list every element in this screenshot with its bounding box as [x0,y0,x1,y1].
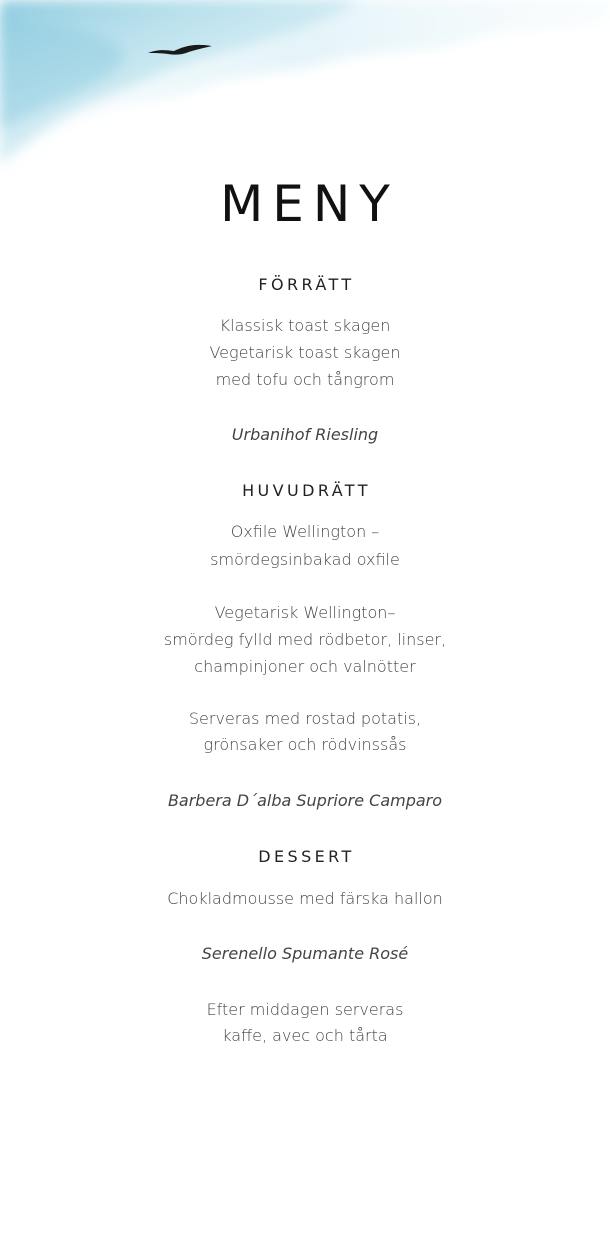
bird-icon [146,40,214,60]
after-dinner-line: kaffe, avec och tårta [222,1026,388,1045]
dessert-line: Chokladmousse med färska hallon [167,889,443,908]
dessert-heading: DESSERT [258,847,355,866]
main-dish-line: smördegsinbakad oxfile [210,550,400,569]
menu-title: MENY [220,175,399,233]
main-sides-line: Serveras med rostad potatis, [188,709,422,728]
main-dish-line: Vegetarisk Wellington– [214,603,396,622]
starter-line: med tofu och tångrom [215,370,395,389]
watercolor-wash [0,0,610,185]
dessert-wine: Serenello Spumante Rosé [201,944,409,963]
main-dish-line: Oxfile Wellington – [230,522,380,541]
starter-wine: Urbanihof Riesling [231,425,379,444]
main-dish-line: smördeg fylld med rödbetor, linser, [163,630,447,649]
main-wine: Barbera D´alba Supriore Camparo [167,791,443,810]
main-sides-line: grönsaker och rödvinssås [203,735,407,754]
after-dinner-line: Efter middagen serveras [206,1000,404,1019]
starter-heading: FÖRRÄTT [258,275,355,294]
starter-line: Klassisk toast skagen [219,316,391,335]
starter-line: Vegetarisk toast skagen [209,343,401,362]
main-dish-line: champinjoner och valnötter [194,657,416,676]
main-heading: HUVUDRÄTT [242,481,371,500]
